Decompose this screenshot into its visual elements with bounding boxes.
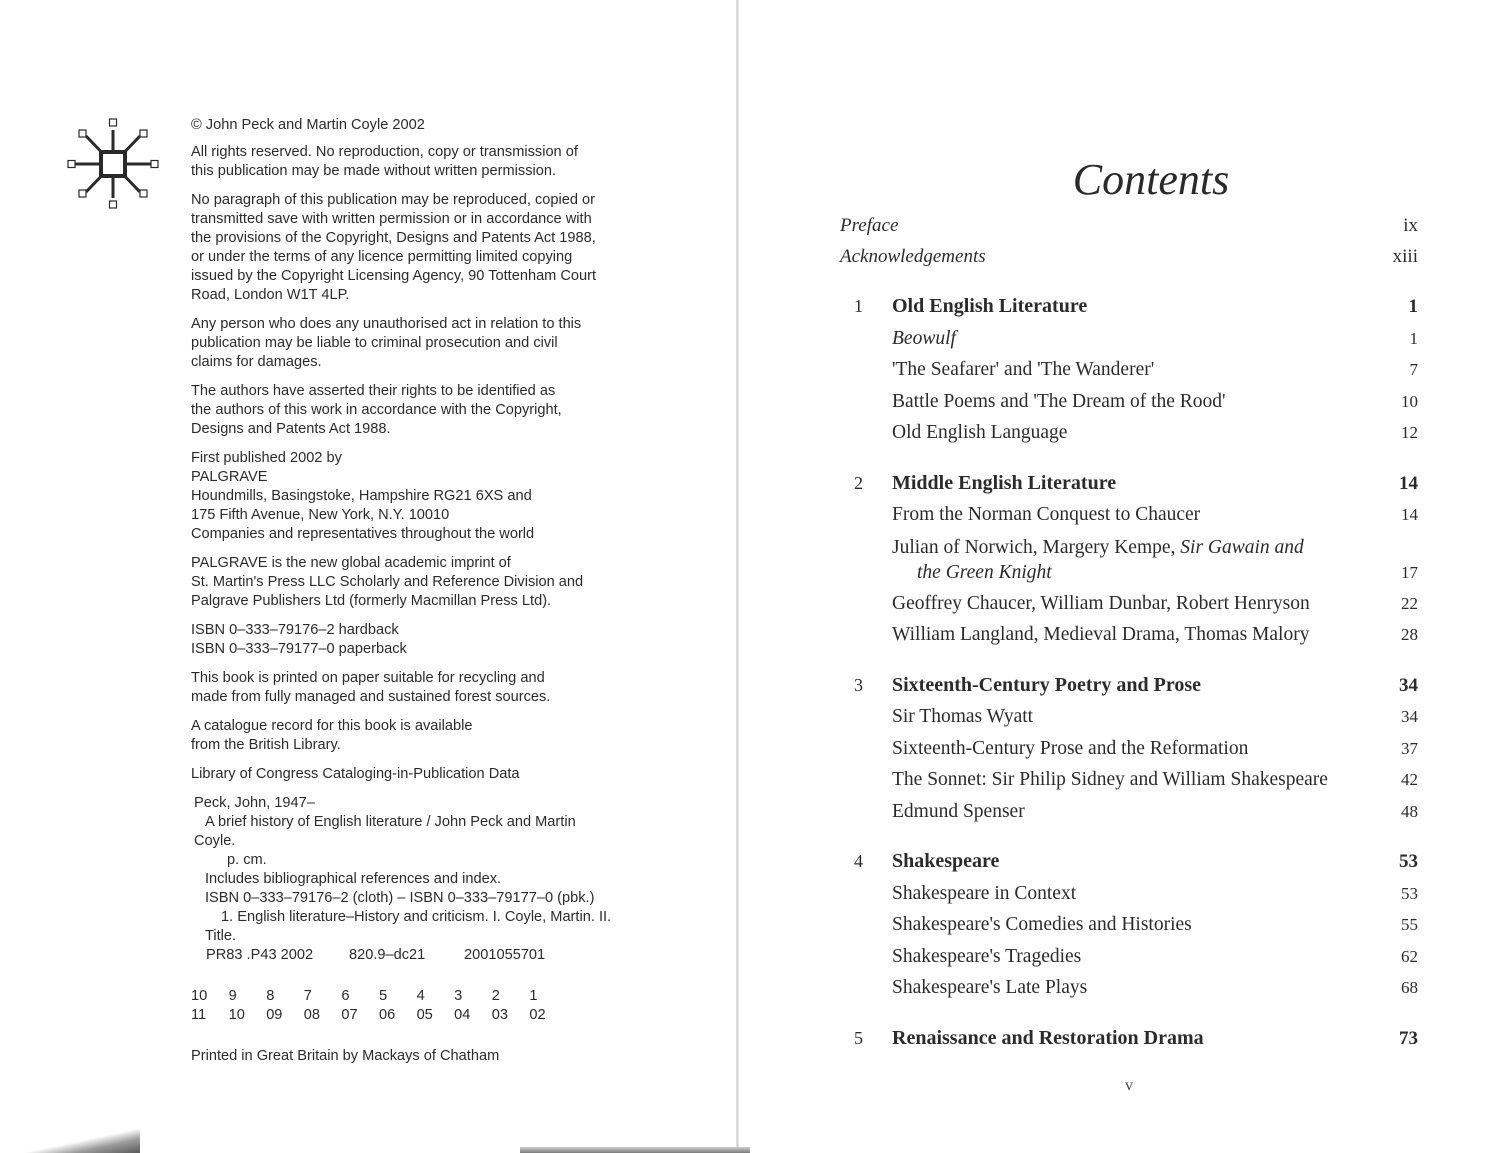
toc-chapter-row[interactable]: [840, 670, 1422, 702]
toc-page-number: 12: [1401, 423, 1418, 442]
reproduction-line: transmitted save with written permission or in accordance with: [191, 211, 592, 227]
toc-page-number: 1: [1408, 296, 1418, 317]
printing-number: 8: [266, 988, 275, 1004]
toc-chapter-number: 5: [854, 1027, 863, 1048]
paper-line: This book is printed on paper suitable for recycling and: [191, 670, 545, 686]
imprint-line: PALGRAVE is the new global academic imprint of: [191, 555, 511, 571]
toc-section-row[interactable]: [840, 417, 1422, 449]
printed-in-line: Printed in Great Britain by Mackays of Chatham: [191, 1048, 500, 1064]
toc-chapter: [840, 846, 1422, 1004]
toc-page-number: xiii: [1392, 246, 1418, 267]
toc-chapter: [840, 670, 1422, 828]
catalogue-line: A catalogue record for this book is available: [191, 718, 473, 734]
toc-section-row[interactable]: [840, 878, 1422, 910]
toc-section-row[interactable]: [840, 354, 1422, 386]
toc-section-title: Shakespeare's Late Plays: [892, 977, 1088, 998]
toc-front-matter-row[interactable]: [840, 210, 1422, 241]
liability-line: publication may be liable to criminal prosecution and civil: [191, 335, 558, 351]
cip-subjects-cont: Title.: [205, 928, 237, 944]
book-gutter: [736, 0, 739, 1153]
printing-number: 5: [378, 988, 388, 1004]
publisher-line: First published 2002 by: [191, 450, 342, 466]
toc-chapter-title: Renaissance and Restoration Drama: [892, 1026, 1204, 1049]
cip-call-number: PR83 .P43 2002: [206, 947, 314, 963]
year-number: 11: [191, 1007, 207, 1023]
toc-page-number: 55: [1401, 915, 1418, 934]
toc-chapter-row[interactable]: [840, 846, 1422, 878]
copyright-page: [191, 116, 641, 1066]
cip-subjects: 1. English literature–History and criticism. I. Coyle, Martin. II.: [221, 909, 612, 925]
toc-section-title: Shakespeare in Context: [892, 882, 1077, 904]
toc-page-number: 42: [1401, 770, 1418, 789]
toc-page-number: 10: [1401, 391, 1418, 411]
catalogue-line: from the British Library.: [191, 737, 341, 753]
toc-chapter-title: Middle English Literature: [892, 471, 1117, 494]
isbn-line: ISBN 0–333–79176–2 hardback: [191, 622, 399, 638]
toc-chapter-number: 3: [854, 674, 863, 695]
toc-front-matter-label: Preface: [840, 215, 899, 236]
page-folio: v: [1125, 1077, 1133, 1094]
toc-page-number: 14: [1399, 472, 1418, 494]
reproduction-line: issued by the Copyright Licensing Agency, 90 Tottenham Court: [191, 268, 597, 284]
cip-pcm: p. cm.: [227, 852, 267, 868]
toc-chapter: [840, 1023, 1422, 1055]
toc-page-number: 34: [1401, 707, 1418, 726]
liability-line: Any person who does any unauthorised act in relation to this: [191, 316, 582, 332]
printing-number: 2: [491, 988, 500, 1004]
printing-number: 6: [341, 988, 350, 1004]
year-number: 10: [228, 1007, 245, 1023]
toc-chapter: [840, 291, 1422, 449]
printing-number: 1: [529, 988, 538, 1004]
toc-section-title: Old English Language: [892, 422, 1068, 443]
year-number: 04: [454, 1007, 471, 1023]
toc-section-row[interactable]: [840, 733, 1422, 765]
toc-chapter-title: Old English Literature: [892, 295, 1088, 317]
toc-section-title: From the Norman Conquest to Chaucer: [892, 504, 1201, 525]
toc-section-row[interactable]: [840, 941, 1422, 973]
moral-rights-line: the authors of this work in accordance with the Copyright,: [191, 402, 562, 418]
publisher-line: PALGRAVE: [191, 469, 268, 485]
rights-line: this publication may be made without written permission.: [191, 163, 557, 179]
toc-section-title: Sir Thomas Wyatt: [892, 706, 1034, 727]
printing-number: 4: [416, 988, 425, 1004]
year-number-row: [191, 1006, 641, 1025]
toc-page-number: 37: [1401, 738, 1418, 758]
toc-section-title: 'The Seafarer' and 'The Wanderer': [892, 359, 1155, 380]
toc-front-matter-label: Acknowledgements: [840, 246, 986, 267]
year-number: 07: [341, 1007, 358, 1023]
cip-title-cont: Coyle.: [194, 833, 236, 849]
cip-lccn: 2001055701: [464, 947, 546, 963]
toc-chapter-row[interactable]: [840, 468, 1422, 500]
imprint-line: St. Martin's Press LLC Scholarly and Reference Division and: [191, 574, 584, 590]
toc-section-row[interactable]: [840, 499, 1422, 531]
toc-section-title-italic: Sir Gawain and: [1180, 536, 1304, 558]
toc-page-number: 1: [1409, 328, 1418, 348]
toc-page-number: 7: [1409, 360, 1418, 379]
contents-title: Contents: [1072, 155, 1230, 204]
toc-page-number: 53: [1399, 851, 1418, 872]
toc-section-row[interactable]: [840, 909, 1422, 941]
toc-section-title: William Langland, Medieval Drama, Thomas Malory: [892, 624, 1310, 645]
page-shadow-left: [0, 1127, 140, 1153]
cip-isbn: ISBN 0–333–79176–2 (cloth) – ISBN 0–333–79177–0 (pbk.): [205, 890, 595, 906]
publisher-line: Houndmills, Basingstoke, Hampshire RG21 6XS and: [191, 488, 532, 504]
toc-page-number: 62: [1401, 946, 1418, 966]
toc-page-number: 34: [1399, 674, 1418, 696]
imprint-line: Palgrave Publishers Ltd (formerly Macmillan Press Ltd).: [191, 593, 552, 609]
toc-chapter-number: 2: [854, 472, 863, 493]
toc-page-number: 14: [1401, 505, 1418, 524]
cip-author: Peck, John, 1947–: [194, 795, 315, 811]
toc-chapter: [840, 468, 1422, 651]
year-number: 05: [416, 1007, 433, 1023]
liability-line: claims for damages.: [191, 354, 322, 370]
reproduction-line: Road, London W1T 4LP.: [191, 287, 350, 303]
cip-dewey: 820.9–dc21: [349, 947, 426, 963]
toc-section-title: Beowulf: [892, 327, 956, 349]
cip-classification-row: [191, 946, 641, 965]
toc-chapter-number: 4: [854, 851, 863, 871]
year-number: 02: [529, 1007, 546, 1023]
toc-section-title: Battle Poems and 'The Dream of the Rood': [892, 390, 1226, 412]
publisher-line: Companies and representatives throughout the world: [191, 526, 535, 542]
reproduction-line: the provisions of the Copyright, Designs and Patents Act 1988,: [191, 230, 596, 246]
toc-section-row[interactable]: [840, 764, 1422, 796]
contents-page: [840, 150, 1422, 1054]
toc-page-number: 17: [1401, 562, 1418, 582]
toc-section-title: Shakespeare's Comedies and Histories: [892, 914, 1192, 935]
toc-section-row[interactable]: [840, 701, 1422, 733]
toc-section-title: Shakespeare's Tragedies: [892, 945, 1082, 967]
reproduction-line: or under the terms of any licence permitting limited copying: [191, 249, 573, 265]
publisher-network-logo-icon: [66, 116, 160, 212]
year-number: 08: [303, 1007, 321, 1023]
toc-page-number: 68: [1401, 978, 1418, 997]
toc-section-title-prefix: Julian of Norwich, Margery Kempe,: [892, 536, 1181, 558]
toc-page-number: 28: [1401, 625, 1418, 644]
reproduction-line: No paragraph of this publication may be reproduced, copied or: [191, 192, 596, 208]
toc-section-title: Sixteenth-Century Prose and the Reformation: [892, 737, 1249, 759]
toc-section-title-italic: the Green Knight: [917, 561, 1052, 583]
toc-section-row[interactable]: [840, 323, 1422, 355]
toc-page-number: 73: [1399, 1027, 1418, 1049]
printing-number: 3: [454, 988, 463, 1004]
toc-chapter-number: 1: [854, 296, 863, 316]
moral-rights-line: Designs and Patents Act 1988.: [191, 421, 391, 437]
toc-chapter-title: Sixteenth-Century Poetry and Prose: [892, 673, 1202, 696]
cip-title: A brief history of English literature / John Peck and Martin: [205, 814, 576, 830]
year-number: 03: [491, 1007, 508, 1023]
rights-line: All rights reserved. No reproduction, copy or transmission of: [191, 144, 578, 160]
toc-section-title: The Sonnet: Sir Philip Sidney and William Shakespeare: [892, 769, 1328, 790]
year-number: 09: [266, 1007, 283, 1023]
printing-number: 10: [191, 988, 208, 1004]
copyright-line: © John Peck and Martin Coyle 2002: [191, 117, 425, 133]
loc-heading: Library of Congress Cataloging-in-Publication Data: [191, 766, 520, 782]
paper-line: made from fully managed and sustained forest sources.: [191, 689, 551, 705]
isbn-line: ISBN 0–333–79177–0 paperback: [191, 641, 407, 657]
toc-section-row[interactable]: [840, 386, 1422, 418]
printing-number: 9: [228, 988, 237, 1004]
toc-section-row[interactable]: [840, 796, 1422, 828]
toc-page-number: 53: [1401, 883, 1418, 903]
printing-number-row: [191, 987, 641, 1006]
toc-section-title: Edmund Spenser: [892, 800, 1025, 822]
toc-section-row[interactable]: [840, 972, 1422, 1004]
toc-section-row[interactable]: [840, 619, 1422, 651]
year-number: 06: [378, 1007, 396, 1023]
toc-chapter-row[interactable]: [840, 1023, 1422, 1055]
toc-section-row[interactable]: [840, 588, 1422, 620]
page-shadow-bottom: [520, 1147, 750, 1153]
publisher-line: 175 Fifth Avenue, New York, N.Y. 10010: [191, 507, 450, 523]
printing-number: 7: [303, 988, 312, 1004]
toc-page-number: ix: [1403, 215, 1418, 236]
toc-page-number: 22: [1401, 593, 1418, 613]
toc-section-row[interactable]: [840, 531, 1422, 588]
cip-includes: Includes bibliographical references and index.: [205, 871, 502, 887]
toc-section-title: Geoffrey Chaucer, William Dunbar, Robert Henryson: [892, 592, 1310, 614]
toc-chapter-title: Shakespeare: [892, 850, 1000, 872]
toc-section-title: [892, 535, 1362, 585]
toc-front-matter-row[interactable]: [840, 241, 1422, 272]
toc-chapter-row[interactable]: [840, 291, 1422, 323]
toc-page-number: 48: [1401, 801, 1418, 821]
moral-rights-line: The authors have asserted their rights to be identified as: [191, 383, 556, 399]
